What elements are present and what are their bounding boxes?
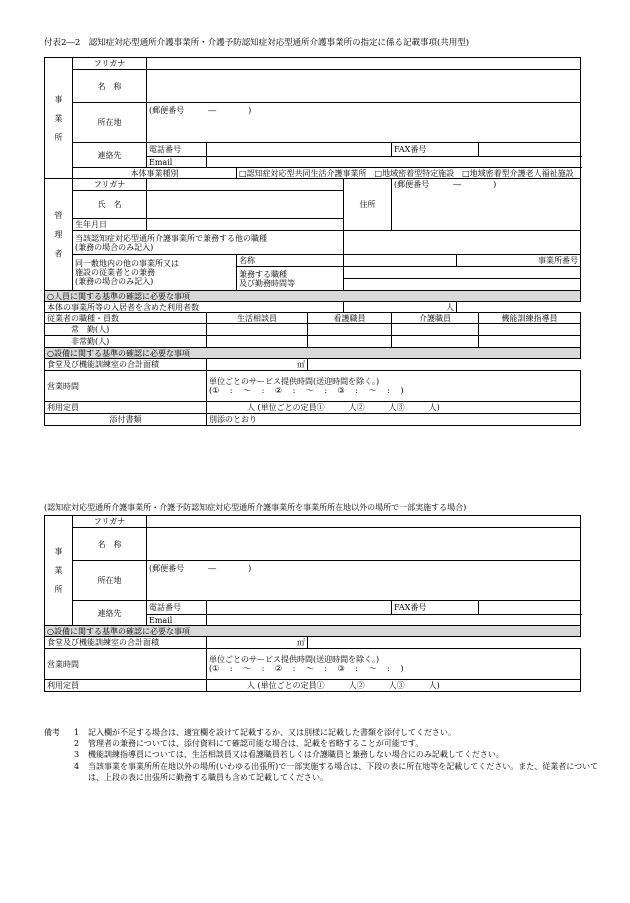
manager-birth-field[interactable]: [147, 219, 344, 231]
branch-address-field[interactable]: [147, 561, 581, 601]
facility-area-field[interactable]: [207, 359, 308, 371]
manager-name-field[interactable]: [147, 191, 344, 219]
form-title: 付表2―2 認知症対応型通所介護事業所・介護予防認知症対応型通所介護事業所の指定に係る記載事項(共用型): [44, 38, 469, 48]
manager-other-name-label: 名称: [237, 255, 344, 267]
facility-attach-label: 添付書類: [45, 414, 207, 426]
office-tel-field[interactable]: [207, 143, 392, 157]
branch-name-label: 名 称: [73, 528, 147, 561]
facility-section-header: ○設備に関する基準の確認に必要な事項: [45, 348, 581, 359]
branch-email-field[interactable]: [207, 615, 581, 626]
note-item: 備考 1 記入欄が不足する場合は、適宜欄を設けて記載するか、又は別様に記載した書類を添付してください。: [44, 728, 456, 737]
staff-users-label: 本体の事業所等の入居者を含めた利用者数: [45, 302, 344, 313]
note-item: 3 機能訓練指導員については、生活相談員又は看護職員若しくは介護職員と兼務しない場合にのみ記載してください。: [74, 750, 504, 760]
staff-users-field[interactable]: [344, 302, 457, 313]
notes-section: [44, 727, 604, 783]
branch-area-unit: ㎡: [297, 638, 305, 647]
branch-fax-label: FAX番号: [392, 601, 479, 615]
branch-name-field[interactable]: [147, 528, 581, 561]
branch-form-table: [44, 515, 581, 692]
facility-hours-label: 営業時間: [45, 371, 207, 402]
branch-section-label: 事 業 所: [45, 516, 73, 626]
manager-section-label: 管 理 者: [45, 179, 73, 291]
subtitle-branch: (認知症対応型通所介護事業所・介護予防認知症対応型通所介護事業所を事業所所在地以外の場所で一部実施する場合): [44, 503, 467, 512]
staff-parttime-counselor[interactable]: [207, 336, 308, 348]
manager-birth-label: 生年月日: [73, 219, 147, 231]
office-email-label: Email: [147, 157, 207, 168]
office-furigana-label: フリガナ: [73, 58, 147, 70]
manager-furigana-field[interactable]: [147, 179, 344, 191]
branch-hours-label: 営業時間: [45, 649, 207, 680]
manager-other-name-field[interactable]: [344, 255, 457, 267]
note-item: 4 当該事業を事業所所在地以外の場所(いわゆる出張所)で一部実施する場合は、下段の表に所在地等を記載してください。また、従業者については、上段の表に出張所に勤務する職員も含めて記載してください。: [74, 761, 599, 782]
branch-area-label: 食堂及び機能訓練室の合計面積: [45, 637, 207, 649]
facility-attach-value: 別添のとおり: [207, 414, 581, 426]
staff-parttime-trainer[interactable]: [479, 336, 581, 348]
note-item: 2 管理者の兼務については、添付資料にて確認可能な場合は、記載を省略することが可能です。: [74, 739, 424, 749]
main-type-options[interactable]: □認知症対応型共同生活介護事業所 □地域密着型特定施設 □地域密着型介護老人福祉施設: [237, 168, 581, 179]
manager-name-label: 氏 名: [73, 191, 147, 219]
manager-concurrent-job-field[interactable]: [344, 231, 581, 255]
office-address-field[interactable]: [147, 103, 581, 143]
manager-other-job-label: 兼務する職種 及び勤務時間等: [237, 267, 344, 291]
branch-capacity-field[interactable]: 人 (単位ごとの定員① 人② 人③ 人): [207, 680, 581, 692]
branch-area-field[interactable]: [207, 637, 308, 649]
main-form-table: [44, 57, 581, 426]
staff-parttime-nurse[interactable]: [308, 336, 392, 348]
manager-address-field[interactable]: [392, 179, 581, 231]
manager-other-number-label: 事業所番号: [457, 255, 581, 267]
branch-tel-field[interactable]: [207, 601, 392, 615]
branch-hours-field[interactable]: 単位ごとのサービス提供時間(送迎時間を除く。) (① : ～ : ② : ～ : ③ : ～ : ): [207, 649, 581, 680]
branch-address-label: 所在地: [73, 561, 147, 601]
facility-area-label: 食堂及び機能訓練室の合計面積: [45, 359, 207, 371]
staff-fulltime-trainer[interactable]: [479, 324, 581, 336]
branch-capacity-label: 利用定員: [45, 680, 207, 692]
manager-other-office-label: 同一敷地内の他の事業所又は 施設の従業者との兼務 (兼務の場合のみ記入): [73, 255, 237, 291]
staff-col-nurse: 看護職員: [308, 313, 392, 324]
staff-types-label: 従業者の職種・員数: [45, 313, 207, 324]
branch-tel-label: 電話番号: [147, 601, 207, 615]
office-address-label: 所在地: [73, 103, 147, 143]
staff-fulltime-caregiver[interactable]: [392, 324, 479, 336]
manager-other-job-field[interactable]: [344, 267, 581, 279]
notes-label: 備考: [44, 728, 60, 737]
manager-furigana-label: フリガナ: [73, 179, 147, 191]
office-tel-label: 電話番号: [147, 143, 207, 157]
staff-fulltime-label: 常 勤(人): [45, 324, 207, 336]
office-name-label: 名 称: [73, 70, 147, 103]
office-contact-label: 連絡先: [73, 143, 147, 168]
office-postal-label: (郵便番号 ― ): [149, 106, 252, 115]
office-name-field[interactable]: [147, 70, 581, 103]
branch-postal-label: (郵便番号 ― ): [149, 564, 252, 573]
staff-fulltime-counselor[interactable]: [207, 324, 308, 336]
office-email-field[interactable]: [207, 157, 581, 168]
staff-parttime-label: 非常勤(人): [45, 336, 207, 348]
office-furigana-field[interactable]: [147, 58, 581, 70]
office-fax-field[interactable]: [479, 143, 581, 157]
manager-other-hours-field[interactable]: [344, 279, 581, 291]
staff-parttime-caregiver[interactable]: [392, 336, 479, 348]
branch-facility-header: ○設備に関する基準の確認に必要な事項: [45, 626, 581, 637]
manager-address-label: 住所: [344, 179, 392, 231]
office-section-label: 事 業 所: [45, 58, 73, 179]
staff-fulltime-nurse[interactable]: [308, 324, 392, 336]
branch-fax-field[interactable]: [479, 601, 581, 615]
staff-col-caregiver: 介護職員: [392, 313, 479, 324]
facility-capacity-label: 利用定員: [45, 402, 207, 414]
staff-users-unit: 人: [446, 302, 454, 312]
staff-col-counselor: 生活相談員: [207, 313, 308, 324]
staff-section-header: ○人員に関する基準の確認に必要な事項: [45, 291, 581, 302]
facility-hours-field[interactable]: 単位ごとのサービス提供時間(送迎時間を除く。) (① : ～ : ② : ～ : ③ : ～ : ): [207, 371, 581, 402]
manager-postal-label: (郵便番号 ― ): [394, 180, 497, 189]
office-fax-label: FAX番号: [392, 143, 479, 157]
facility-area-unit: ㎡: [297, 360, 305, 369]
staff-col-trainer: 機能訓練指導員: [479, 313, 581, 324]
facility-capacity-field[interactable]: 人 (単位ごとの定員① 人② 人③ 人): [207, 402, 581, 414]
branch-contact-label: 連絡先: [73, 601, 147, 626]
branch-email-label: Email: [147, 615, 207, 626]
manager-concurrent-job-label: 当該認知症対応型通所介護事業所で兼務する他の職種 (兼務の場合のみ記入): [73, 231, 344, 255]
main-type-label: 本体事業種別: [73, 168, 237, 179]
branch-furigana-label: フリガナ: [73, 516, 147, 528]
branch-furigana-field[interactable]: [147, 516, 581, 528]
